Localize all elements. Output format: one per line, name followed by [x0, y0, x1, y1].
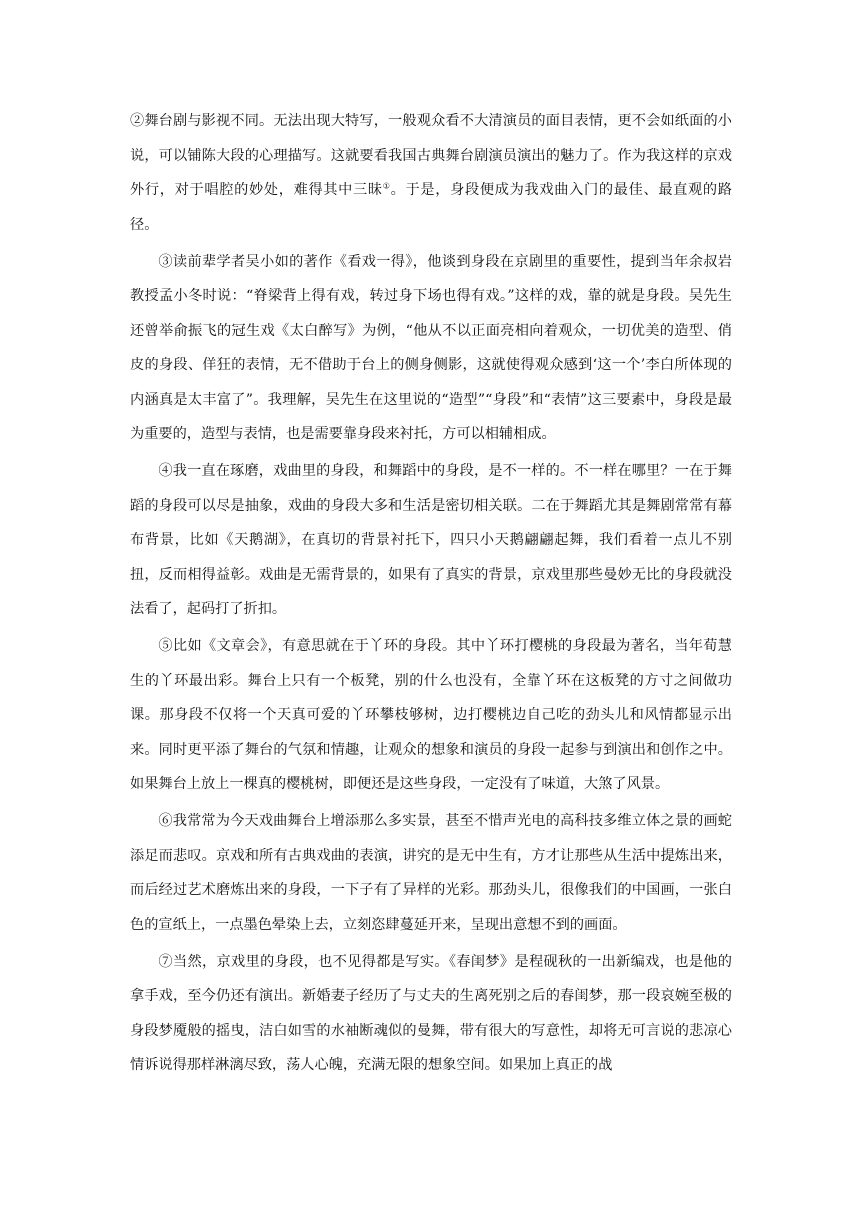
footnote-marker[interactable]: ①	[382, 181, 391, 191]
paragraph-7: ⑦当然，京戏里的身段，也不见得都是写实。《春闺梦》是程砚秋的一出新编戏，也是他的拿手戏，至今仍还有演出。新婚妻子经历了与丈夫的生离死别之后的春闺梦，那一段哀婉至极的身段梦魇般的摇曳，洁白如雪的水袖断魂似的曼舞，带有很大的写意性，却将无可言说的悲凉心情诉说得那样淋漓尽致，荡人心魄，充满无限的想象空间。如果加上真正的战	[130, 953, 732, 1073]
paragraph-2	[130, 104, 732, 242]
paragraph-5: ⑤比如《文章会》，有意思就在于丫环的身段。其中丫环打樱桃的身段最为著名，当年荀慧生的丫环最出彩。舞台上只有一个板凳，别的什么也没有，全靠丫环在这板凳的方寸之间做功课。那身段不仅将一个天真可爱的丫环攀枝够树，边打樱桃边自己吃的劲头儿和风情都显示出来。同时更平添了舞台的气氛和情趣，让观众的想象和演员的身段一起参与到演出和创作之中。如果舞台上放上一棵真的樱桃树，即便还是这些身段，一定没有了味道，大煞了风景。	[130, 638, 732, 792]
paragraph-2-text-end: 。于是，身段便成为我戏曲入门的最佳、最直观的路径。	[130, 182, 732, 233]
paragraph-4: ④我一直在琢磨，戏曲里的身段，和舞蹈中的身段，是不一样的。不一样在哪里？一在于舞蹈的身段可以尽是抽象，戏曲的身段大多和生活是密切相关联。二在于舞蹈尤其是舞剧常常有幕布背景，比如《天鹅湖》，在真切的背景衬托下，四只小天鹅翩翩起舞，我们看着一点儿不别扭，反而相得益彰。戏曲是无需背景的，如果有了真实的背景，京戏里那些曼妙无比的身段就没法看了，起码打了折扣。	[130, 463, 732, 617]
document-body	[130, 104, 732, 1085]
paragraph-2-text: ②舞台剧与影视不同。无法出现大特写，一般观众看不大清演员的面目表情，更不会如纸面的小说，可以铺陈大段的心理描写。这就要看我国古典舞台剧演员演出的魅力了。作为我这样的京戏外行，对于唱腔的妙处，难得其中三昧	[130, 113, 732, 198]
paragraph-3: ③读前辈学者吴小如的著作《看戏一得》，他谈到身段在京剧里的重要性，提到当年余叔岩教授孟小冬时说：“脊梁背上得有戏，转过身下场也得有戏。”这样的戏，靠的就是身段。吴先生还曾举俞振飞的冠生戏《太白醉写》为例，“他从不以正面亮相向着观众，一切优美的造型、俏皮的身段、佯狂的表情，无不借助于台上的侧身侧影，这就使得观众感到‘这一个’李白所体现的内涵真是太丰富了”。我理解，吴先生在这里说的“造型”“身段”和“表情”这三要素中，身段是最为重要的，造型与表情，也是需要靠身段来衬托，方可以相辅相成。	[130, 253, 732, 442]
paragraph-6: ⑥我常常为今天戏曲舞台上增添那么多实景，甚至不惜声光电的高科技多维立体之景的画蛇添足而悲叹。京戏和所有古典戏曲的表演，讲究的是无中生有，方才让那些从生活中提炼出来，而后经过艺术磨炼出来的身段，一下子有了异样的光彩。那劲头儿，很像我们的中国画，一张白色的宣纸上，一点墨色晕染上去，立刻恣肆蔓延开来，呈现出意想不到的画面。	[130, 813, 732, 933]
